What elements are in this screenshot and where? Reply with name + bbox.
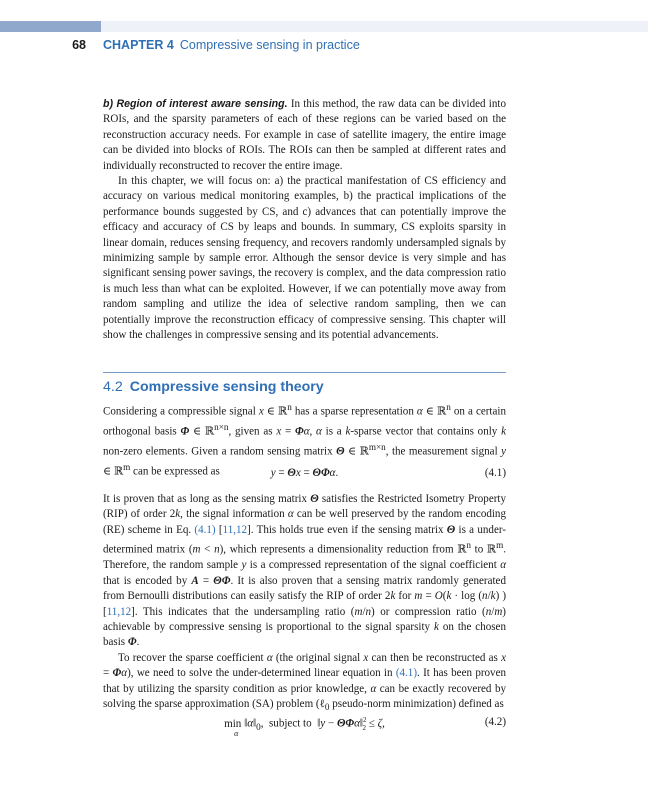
section-number: 4.2 (103, 379, 123, 395)
paragraph-focus: In this chapter, we will focus on: a) the practical manifestation of CS efficiency and accuracy on various medical monitoring examples, b) the practical implications of the performance bounds suggested by CS, and c) advances that can potentially improve the efficacy and accuracy of CS by leaps and bounds. In summary, CS exploits sparsity in linear domain, reduces sensing frequency, and recovers randomly undersampled signals by minimizing sample by sample error. Although the sensor device is very simple and has significant sensing power savings, the recovery is complex, and the data compression ratio is much less than what can be exploited. However, if we can potentially move away from random sampling and utilize the idea of selective random sampling, then we can potentially improve the reconstruction efficacy of compressive sensing. This chapter will show the challenges in compressive sensing and its potential advancements. (103, 175, 506, 342)
chapter-heading (103, 38, 360, 52)
equation-ref[interactable]: (4.1) (194, 523, 216, 536)
equation-4-1 (103, 467, 506, 483)
intro-text (103, 97, 506, 344)
equation-body: y = Θx = ΘΦα. (270, 467, 339, 479)
equation-body: min α $‖\alpha‖_0$, subject to ‖y − ΘΦα‖$^2_2$ ≤ ζ, (224, 716, 385, 738)
header-tab (0, 21, 101, 32)
equation-ref[interactable]: (4.1) (395, 667, 417, 680)
chapter-title: Compressive sensing in practice (179, 38, 360, 52)
citation-ref[interactable]: 11,12 (222, 523, 248, 536)
equation-number: (4.1) (484, 467, 506, 479)
paragraph-rip: It is proven that as long as the sensing matrix Θ satisfies the Restricted Isometry Property (RIP) of order 2k, the signal information α can be well preserved by the random encoding (RE) scheme in Eq. (4.1) [11,12]. This holds true even if the sensing matrix Θ is a under-determined matrix (m < n), which represents a dimensionality reduction from ℝ$^n$ to ℝ$^m$. Therefore, the random sample y is a compressed representation of the signal coefficient α that is encoded by A = ΘΦ. It is also proven that a sensing matrix randomly generated from Bernoulli distributions can easily satisfy the RIP of order 2k for m = O(k · log (n/k) ) [11,12]. This indicates that the undersampling ratio (m/n) or compression ratio (n/m) achievable by compressive sensing is proportional to the signal sparsity k on the chosen basis Φ. To recover the sparse coefficient α (the original signal x can then be reconstructed as x = Φα), we need to solve the under-determined linear equation in (4.1). It has been proven that by utilizing the sparsity condition as prior knowledge, α can be exactly recovered by solving the sparse approximation (SA) problem (ℓ$_0$ pseudo-norm minimization) defined as (103, 492, 506, 716)
running-header (0, 37, 648, 57)
section-heading (103, 379, 324, 395)
citation-ref[interactable]: 11,12 (106, 605, 132, 618)
equation-4-2 (103, 716, 506, 738)
paragraph-signal-model: Considering a compressible signal x ∈ ℝ$^n$ has a sparse representation α ∈ ℝ$^n$ on a certain orthogonal basis Φ ∈ ℝ$^{n\times n}$, given as x = Φα, α is a k-sparse vector that contains only k non-zero elements. Given a random sensing matrix Θ ∈ ℝ$^{m\times n}$, the measurement signal y ∈ ℝ$^m$ can be expressed as (103, 402, 506, 478)
page-number: 68 (72, 38, 86, 52)
section-rule (103, 372, 506, 373)
equation-number: (4.2) (484, 716, 506, 728)
paragraph-roi: b) Region of interest aware sensing. In this method, the raw data can be divided into ROIs, and the sparsity parameters of each of these regions can be varied based on the reconstruction accuracy needs. For example in case of satellite imagery, the entire image can be divided into blocks of ROIs. The ROIs can then be sampled at different rates and individually reconstructed to recover the entire image. (103, 98, 506, 172)
chapter-label: CHAPTER 4 (103, 38, 174, 52)
subject-to-text: subject to (269, 717, 312, 730)
section-title: Compressive sensing theory (129, 379, 324, 395)
run-in-heading: b) Region of interest aware sensing. (103, 98, 288, 110)
paragraph-recovery: To recover the sparse coefficient α (the original signal x can then be reconstructed as x = Φα), we need to solve the under-determined linear equation in (4.1). It has been proven that by utilizing the sparsity condition as prior knowledge, α can be exactly recovered by solving the sparse approximation (SA) problem (ℓ$_0$ pseudo-norm minimization) defined as (103, 651, 506, 713)
